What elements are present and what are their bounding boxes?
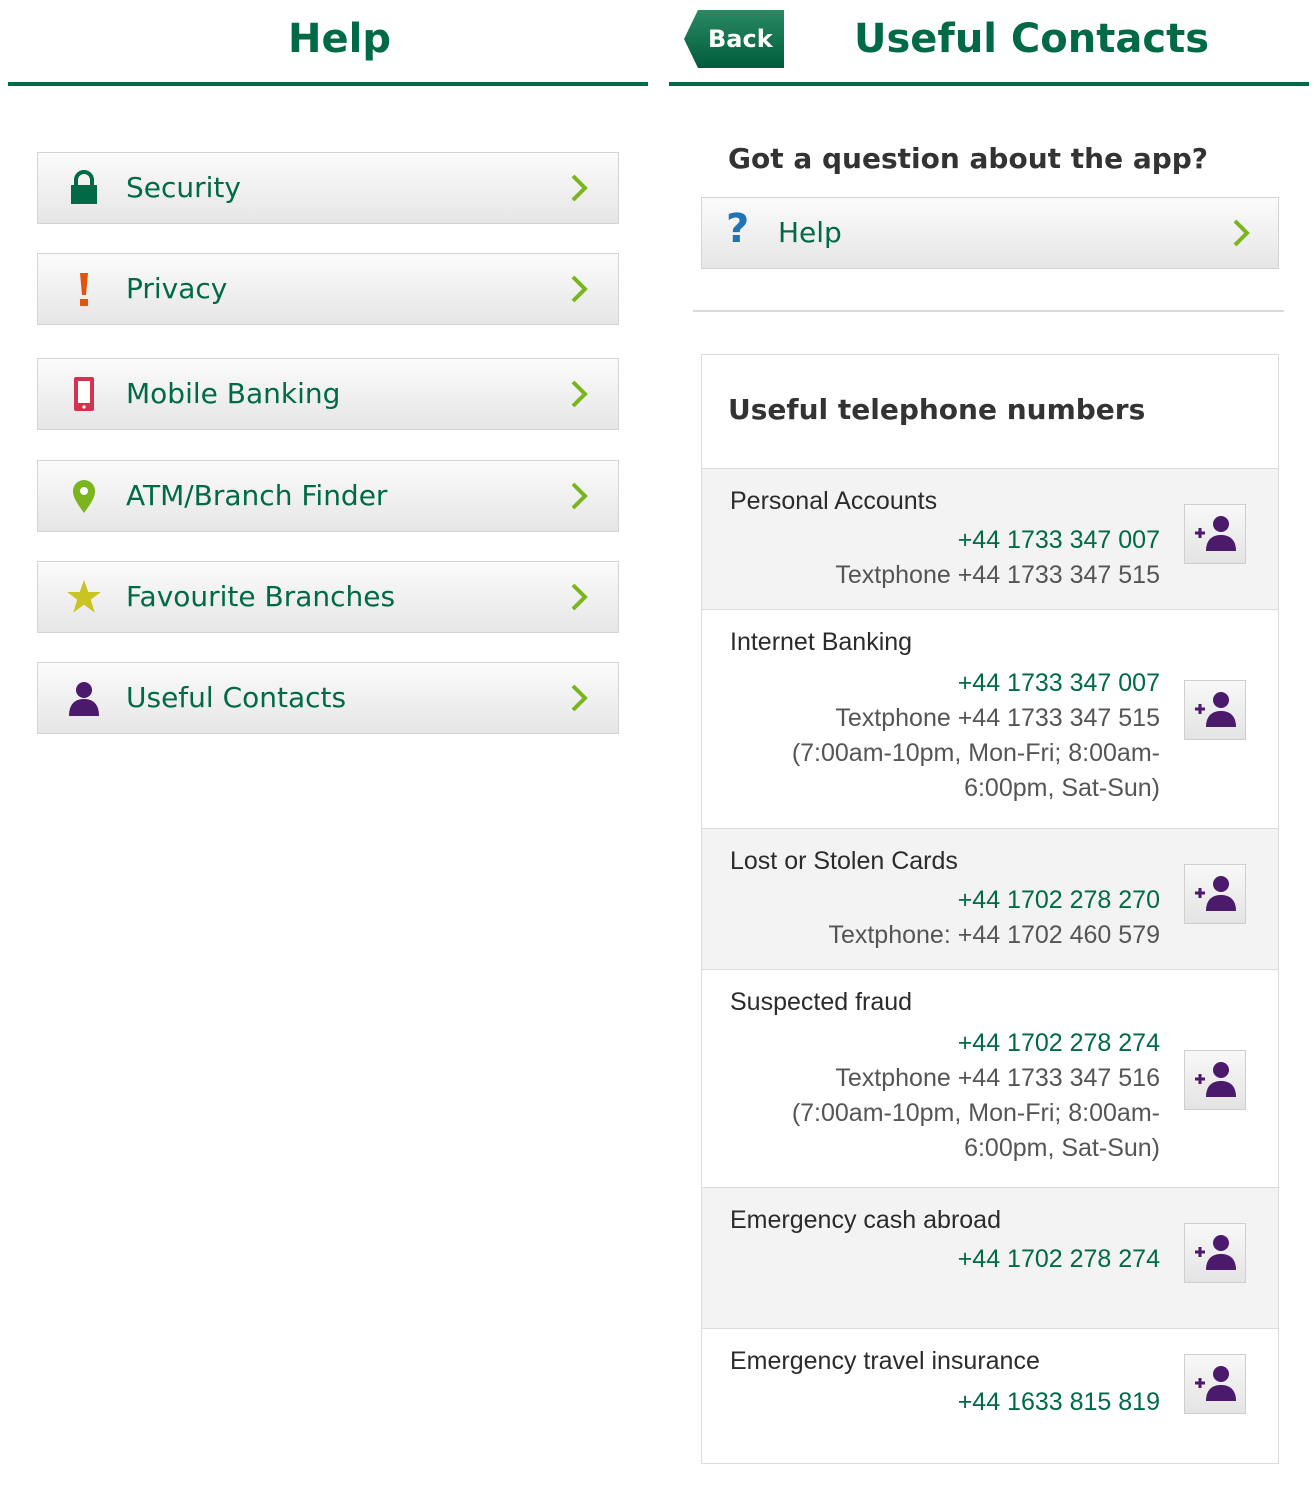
- textphone-text: Textphone +44 1733 347 516: [835, 1064, 1160, 1092]
- contact-name: Personal Accounts: [730, 487, 938, 515]
- contact-name: Lost or Stolen Cards: [730, 847, 958, 875]
- contact-row-suspected-fraud: [702, 969, 1278, 1188]
- contact-row-emergency-cash-abroad: [702, 1187, 1278, 1329]
- page-title: Help: [288, 16, 391, 62]
- useful-contacts-screen: [656, 0, 1314, 1506]
- add-contact-button[interactable]: [1184, 680, 1246, 740]
- contact-row-lost-stolen-cards: [702, 828, 1278, 970]
- person-icon: [66, 680, 102, 716]
- textphone-text: Textphone +44 1733 347 515: [835, 704, 1160, 732]
- chevron-right-icon: [1224, 216, 1258, 250]
- add-contact-button[interactable]: [1184, 1223, 1246, 1283]
- contact-row-emergency-travel-insurance: [702, 1328, 1278, 1464]
- contact-row-personal-accounts: [702, 468, 1278, 610]
- contact-details: [760, 1385, 1160, 1420]
- telephone-numbers-panel: [701, 354, 1279, 1464]
- chevron-right-icon: [562, 580, 596, 614]
- add-person-icon: [1191, 1232, 1239, 1272]
- chevron-right-icon: [562, 681, 596, 715]
- contact-row-internet-banking: [702, 609, 1278, 829]
- contact-name: Suspected fraud: [730, 988, 913, 1016]
- phone-number-link[interactable]: +44 1702 278 270: [957, 886, 1160, 914]
- opening-hours-text: (7:00am-10pm, Mon-Fri; 8:00am-: [791, 1099, 1160, 1127]
- add-person-icon: [1191, 513, 1239, 553]
- opening-hours-text: (7:00am-10pm, Mon-Fri; 8:00am-: [791, 739, 1160, 767]
- question-mark-icon: ?: [726, 206, 750, 252]
- mobile-phone-icon: [66, 376, 102, 412]
- app-question-heading: Got a question about the app?: [728, 142, 1209, 175]
- back-button-label: Back: [708, 25, 773, 53]
- phone-number-link[interactable]: +44 1733 347 007: [957, 526, 1160, 554]
- phone-number-link[interactable]: +44 1702 278 274: [957, 1245, 1160, 1273]
- chevron-right-icon: [562, 377, 596, 411]
- add-person-icon: [1191, 689, 1239, 729]
- chevron-right-icon: [562, 479, 596, 513]
- back-button[interactable]: [684, 10, 784, 68]
- panel-title: Useful telephone numbers: [728, 393, 1146, 426]
- contact-details: [760, 1242, 1160, 1277]
- add-contact-button[interactable]: [1184, 504, 1246, 564]
- textphone-text: Textphone: +44 1702 460 579: [828, 921, 1160, 949]
- menu-item-label: Privacy: [126, 272, 228, 305]
- add-person-icon: [1191, 873, 1239, 913]
- contact-name: Emergency cash abroad: [730, 1206, 1001, 1234]
- menu-item-label: Favourite Branches: [126, 580, 396, 613]
- add-contact-button[interactable]: [1184, 1050, 1246, 1110]
- menu-item-label: Useful Contacts: [126, 681, 347, 714]
- add-person-icon: [1191, 1363, 1239, 1403]
- contact-details: [760, 1026, 1160, 1166]
- menu-item-label: Security: [126, 171, 241, 204]
- lock-icon: [66, 170, 102, 206]
- help-screen: [0, 0, 656, 1506]
- add-contact-button[interactable]: [1184, 864, 1246, 924]
- opening-hours-text: 6:00pm, Sat-Sun): [964, 774, 1160, 802]
- contact-details: [760, 666, 1160, 806]
- help-link-row[interactable]: [701, 197, 1279, 269]
- menu-item-favourite-branches[interactable]: [37, 561, 619, 633]
- contact-details: [760, 523, 1160, 593]
- add-contact-button[interactable]: [1184, 1354, 1246, 1414]
- map-pin-icon: [66, 478, 102, 514]
- menu-item-security[interactable]: [37, 152, 619, 224]
- textphone-text: Textphone +44 1733 347 515: [835, 561, 1160, 589]
- contact-name: Emergency travel insurance: [730, 1347, 1040, 1375]
- menu-item-atm-branch-finder[interactable]: [37, 460, 619, 532]
- phone-number-link[interactable]: +44 1702 278 274: [957, 1029, 1160, 1057]
- header-divider: [669, 82, 1309, 86]
- contact-details: [760, 883, 1160, 953]
- opening-hours-text: 6:00pm, Sat-Sun): [964, 1134, 1160, 1162]
- add-person-icon: [1191, 1059, 1239, 1099]
- menu-item-label: ATM/Branch Finder: [126, 479, 388, 512]
- menu-item-mobile-banking[interactable]: [37, 358, 619, 430]
- exclamation-icon: [66, 271, 102, 307]
- star-icon: [66, 579, 102, 615]
- menu-item-privacy[interactable]: [37, 253, 619, 325]
- help-link-label: Help: [778, 216, 842, 249]
- menu-item-label: Mobile Banking: [126, 377, 341, 410]
- phone-number-link[interactable]: +44 1633 815 819: [957, 1388, 1160, 1416]
- header-divider: [8, 82, 648, 86]
- phone-number-link[interactable]: +44 1733 347 007: [957, 669, 1160, 697]
- chevron-right-icon: [562, 171, 596, 205]
- chevron-right-icon: [562, 272, 596, 306]
- page-title: Useful Contacts: [854, 16, 1209, 62]
- section-divider: [693, 310, 1284, 312]
- contact-name: Internet Banking: [730, 628, 913, 656]
- menu-item-useful-contacts[interactable]: [37, 662, 619, 734]
